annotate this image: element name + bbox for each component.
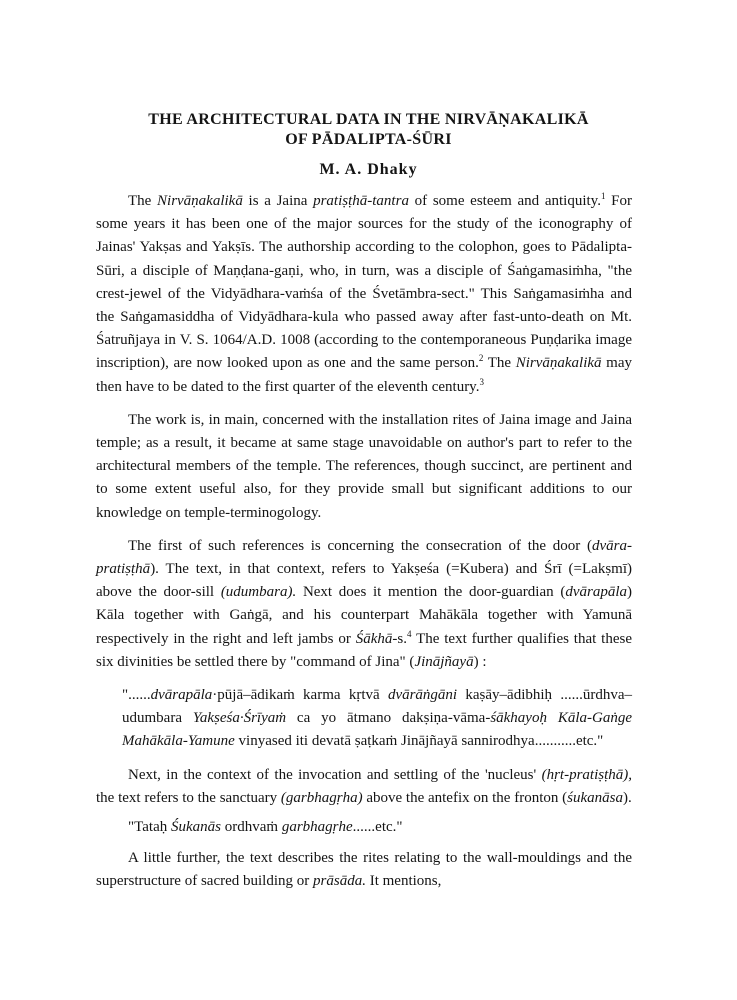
body-text: [96, 190, 632, 904]
sanskrit-quote-1: [96, 684, 632, 754]
text-run: "......: [122, 687, 151, 704]
italic-term: Nirvāṇakalikā: [157, 193, 243, 209]
italic-term: Yakṣeśa·Śrīyaṁ: [192, 710, 287, 727]
text-run: ).: [622, 789, 632, 806]
text-run: ) :: [473, 653, 487, 670]
italic-term: dvārāṅgāni: [387, 687, 458, 704]
italic-term: Śākhā: [355, 630, 393, 647]
text-run: ) Kāla together with Gaṅgā, and his counterpart Mahākāla together with Yamunā respectively in the right and left jambs or: [96, 584, 633, 647]
sanskrit-quote-2: [96, 816, 632, 839]
footnote-marker: 2: [478, 353, 484, 364]
author-name: M. A. Dhaky: [319, 161, 418, 178]
italic-term: (hṛt-pratiṣṭhā),: [541, 766, 632, 783]
italic-term: pratiṣṭhā-tantra: [313, 193, 409, 209]
italic-term: prāsāda.: [313, 873, 366, 890]
text-run: The first of such references is concerning the consecration of the door (: [128, 537, 592, 554]
footnote-marker: 4: [406, 628, 412, 639]
italic-term: śukanāsa: [567, 789, 623, 806]
italic-term: dvāra-pratiṣṭhā: [96, 537, 632, 578]
text-run: the text refers to the sanctuary: [96, 789, 281, 806]
text-run: ......etc.": [352, 819, 403, 836]
text-run: The text further qualifies that these six divinities be settled there by "command of Jina" (: [96, 630, 632, 670]
text-run: may then have to be dated to the first quarter of the eleventh century.: [96, 355, 632, 395]
italic-term: dvārapāla: [150, 687, 213, 704]
italic-term: śākhayoḥ Kāla-Gaṅge Mahākāla-Yamune: [122, 710, 632, 750]
text-run: above the antefix on the fronton (: [362, 789, 568, 806]
text-run: is a Jaina: [242, 193, 314, 209]
paragraph-4: [96, 764, 632, 810]
italic-term: (garbhagṛha): [280, 789, 363, 806]
text-run: "Tataḥ: [128, 819, 171, 836]
text-run: ordhvaṁ: [220, 819, 282, 836]
text-run: of some esteem and antiquity.: [408, 193, 601, 209]
text-run: It mentions,: [365, 873, 442, 890]
text-run: A little further, the text describes the rites relating to the wall-mouldings and the superstructure of sacred building or: [96, 850, 632, 890]
italic-term: Jinājñayā: [414, 653, 474, 670]
text-run: ·pūjā–ādikaṁ karma kṛtvā: [212, 687, 388, 704]
paper-title: [0, 110, 737, 150]
italic-term: Śukanās: [170, 819, 221, 836]
text-run: kaṣāy–ādibhiḥ ......ūrdhva–udumbara: [122, 687, 632, 727]
paragraph-3: [96, 535, 632, 674]
text-run: For some years it has been one of the major sources for the study of the iconography of Jainas' Yakṣas and Yakṣīs. The authorship according to the colophon, goes to Pādalipta-Sūri, a disciple of Maṇḍana-gaṇi, who, in turn, was a disciple of Śaṅgamasiṁha, "the crest-jewel of the Vidyādhara-vaṁśa of the Śvetāmbra-sect." This Saṅgamasiṁha and the Saṅgamasiddha of Vidyādhara-kula who passed away after fast-unto-death on Mt. Śatruñjaya in V. S. 1064/A.D. 1008 (according to the contemporaneous Puṇḍarika image inscription), are now looked upon as one and the same person.: [96, 193, 632, 372]
paragraph-5: [96, 847, 632, 893]
paragraph-2: The work is, in main, concerned with the installation rites of Jaina image and Jaina temple; as a result, it became at same stage unavoidable on author's part to refer to the architectural members of the temple. The references, though succinct, are pertinent and to some extent useful also, for they provide small but significant additions to our knowledge on temple-terminogology.: [96, 411, 632, 521]
italic-term: Nirvāṇakalikā: [515, 355, 602, 372]
text-run: -s.: [392, 630, 407, 647]
title-line-1: THE ARCHITECTURAL DATA IN THE NIRVĀṆAKALIKĀ: [148, 111, 589, 128]
text-run: Next, in the context of the invocation and settling of the 'nucleus': [128, 766, 542, 783]
italic-term: dvārapāla: [565, 584, 628, 601]
text-run: The: [128, 193, 158, 209]
text-run: ). The text, in that context, refers to Yakṣeśa (=Kubera) and Śrī (=Lakṣmī) above the door-sill: [96, 561, 632, 601]
footnote-marker: 1: [600, 191, 606, 201]
italic-term: garbhagṛhe: [281, 819, 353, 836]
text-run: Next does it mention the door-guardian (: [296, 584, 566, 601]
text-run: vinyased iti devatā ṣaṭkaṁ Jinājñayā sannirodhya...........etc.": [234, 733, 604, 750]
text-run: The: [483, 355, 516, 372]
title-line-2: OF PĀDALIPTA-ŚŪRI: [285, 131, 452, 148]
text-run: ca yo ātmano dakṣiṇa-vāma-: [286, 710, 491, 727]
italic-term: (udumbara).: [220, 584, 297, 601]
paragraph-1: [96, 190, 632, 399]
footnote-marker: 3: [479, 376, 484, 387]
